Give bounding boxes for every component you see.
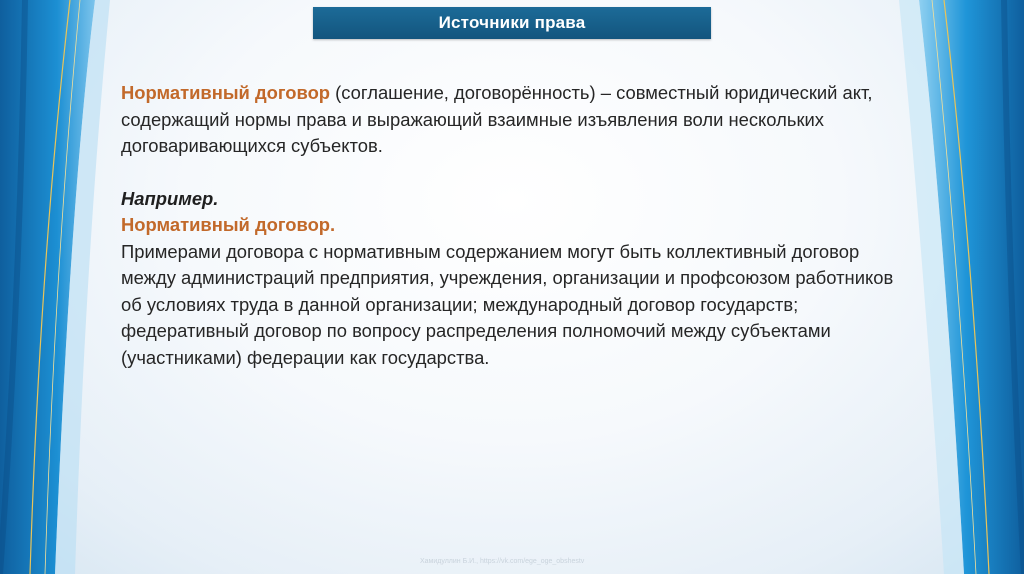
left-curtain-decoration (0, 0, 120, 574)
slide-title: Источники права (438, 13, 586, 32)
spacer (121, 160, 901, 186)
example-subheading: Нормативный договор. (121, 214, 336, 235)
example-text: Примерами договора с нормативным содержанием могут быть коллективный договор между администраций предприятия, учреждения, организации и профсоюзом работников об условиях труда в данной организации; международный договор государств; федеративный договор по вопросу распределения полномочий между субъектами (участниками) федерации как государства. (121, 240, 894, 368)
definition-term: Нормативный договор (121, 82, 331, 103)
title-banner (313, 7, 711, 39)
example-heading: Например. (121, 187, 219, 209)
footer-credit: Хамидуллин Б.И., https://vk.com/ege_oge_obshestv (420, 558, 585, 565)
slide-content (121, 80, 901, 371)
right-curtain-decoration (884, 0, 1024, 574)
definition-text: (соглашение, договорённость) – совместный юридический акт, содержащий нормы права и выражающий взаимные изъявления воли нескольких договаривающихся субъектов. (121, 82, 873, 156)
definition-paragraph (121, 80, 901, 160)
